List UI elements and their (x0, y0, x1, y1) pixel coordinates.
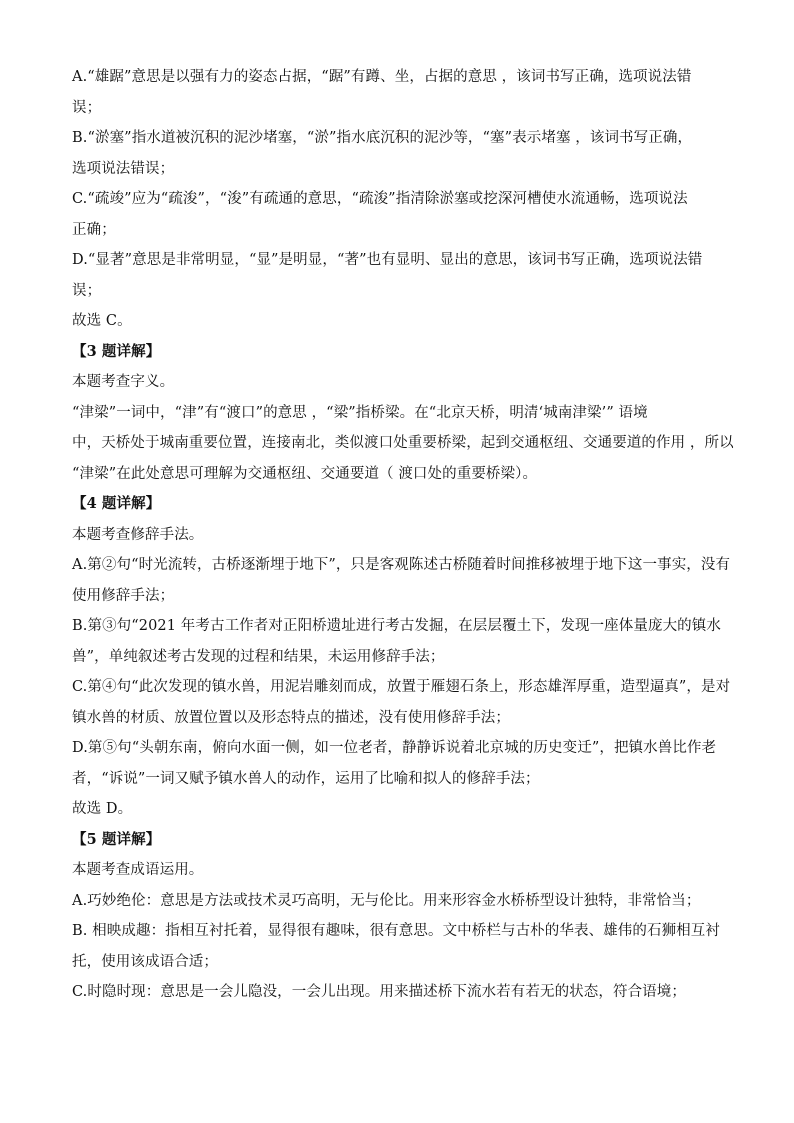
text-line: A.巧妙绝伦：意思是方法或技术灵巧高明，无与伦比。用来形容金水桥桥型设计独特，非常恰当； (72, 892, 701, 909)
text-line: 正确； (72, 221, 116, 238)
text-line: 误； (72, 99, 102, 116)
section-heading: 【4 题详解】 (72, 495, 161, 512)
text-line: 误； (72, 282, 102, 299)
text-line: 者，“诉说”一词又赋予镇水兽人的动作，运用了比喻和拟人的修辞手法； (72, 770, 540, 787)
text-line: B.“淤塞”指水道被沉积的泥沙堵塞，“淤”指水底沉积的泥沙等，“塞”表示堵塞 ，该词书写正确， (72, 130, 693, 146)
text-line: C.第④句“此次发现的镇水兽，用泥岩雕刻而成，放置于雁翅石条上，形态雄浑厚重，造型逼真”，是对 (72, 679, 731, 695)
text-line: D.第⑤句“头朝东南，俯向水面一侧，如一位老者，静静诉说着北京城的历史变迁”，把镇水兽比作老 (72, 740, 717, 756)
text-line: 故选 C。 (72, 313, 132, 329)
text-line: 本题考查修辞手法。 (72, 526, 204, 543)
document-page (72, 62, 734, 1008)
text-line: 中，天桥处于城南重要位置，连接南北，类似渡口处重要桥梁，起到交通枢纽、交通要道的作用 ，所以 (72, 435, 734, 451)
text-line: 兽”，单纯叙述考古发现的过程和结果，未运用修辞手法； (72, 648, 445, 665)
text-line: 使用修辞手法； (72, 587, 175, 604)
text-line: 本题考查字义。 (72, 374, 175, 390)
text-line: A.第②句“时光流转，古桥逐渐埋于地下”，只是客观陈述古桥随着时间推移被埋于地下这一事实，没有 (72, 557, 731, 573)
text-line: D.“显著”意思是非常明显，“显”是明显，“著”也有显明、显出的意思，该词书写正确，选项说法错 (72, 252, 703, 268)
text-line: 选项说法错误； (72, 160, 175, 177)
text-line: B.第③句“2021 年考古工作者对正阳桥遗址进行考古发掘，在层层覆土下，发现一座体量庞大的镇水 (72, 618, 721, 634)
text-line: “津梁”在此处意思可理解为交通枢纽、交通要道（ 渡口处的重要桥梁）。 (72, 465, 538, 482)
text-line: C.“疏竣”应为“疏浚”，“浚”有疏通的意思，“疏浚”指清除淤塞或挖深河槽使水流通畅，选项说法 (72, 191, 688, 207)
text-line: “津梁”一词中，“津”有“渡口”的意思 ，“梁”指桥梁。在“北京天桥，明清‘城南津梁’” 语境 (72, 404, 648, 421)
text-line: B. 相映成趣：指相互衬托着，显得很有趣味，很有意思。文中桥栏与古朴的华表、雄伟的石狮相互衬 (72, 923, 720, 939)
section-heading: 【5 题详解】 (72, 830, 161, 848)
section-heading: 【3 题详解】 (72, 342, 161, 360)
text-line: A.“雄踞”意思是以强有力的姿态占据，“踞”有蹲、坐，占据的意思 ，该词书写正确，选项说法错 (72, 69, 692, 85)
text-line: 托，使用该成语合适； (72, 953, 218, 970)
text-line: 镇水兽的材质、放置位置以及形态特点的描述，没有使用修辞手法； (72, 709, 510, 726)
text-line: 本题考查成语运用。 (72, 862, 204, 878)
text-line: 故选 D。 (72, 801, 133, 817)
text-line: C.时隐时现：意思是一会儿隐没，一会儿出现。用来描述桥下流水若有若无的状态，符合语境； (72, 984, 686, 1000)
